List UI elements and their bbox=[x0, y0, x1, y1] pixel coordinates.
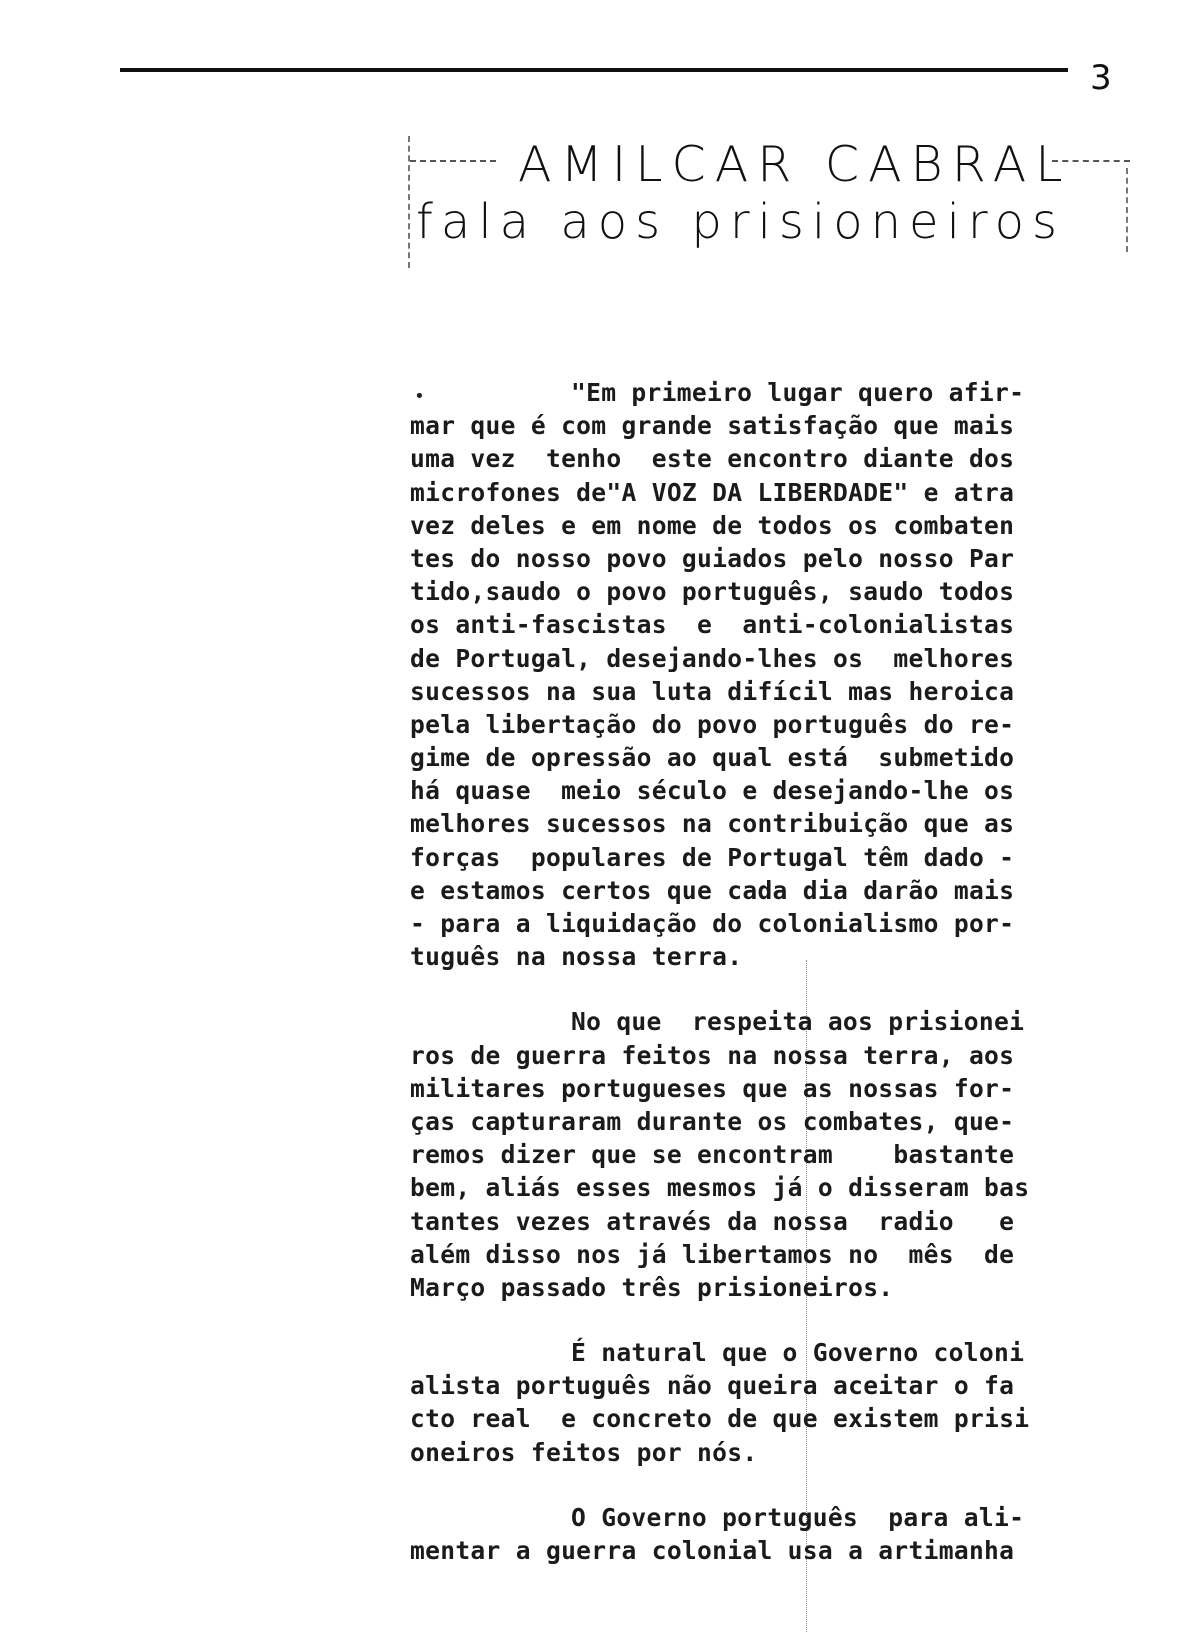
headline-bracket-right bbox=[1126, 168, 1128, 252]
text-line: bem, aliás esses mesmos já o disseram bas bbox=[410, 1173, 1030, 1203]
text-line: vez deles e em nome de todos os combaten bbox=[410, 510, 1015, 540]
paragraph-4 bbox=[410, 1501, 1048, 1567]
text-line: militares portugueses que as nossas for- bbox=[410, 1073, 1015, 1103]
text-line: remos dizer que se encontram bastante bbox=[410, 1140, 1015, 1170]
text-line: melhores sucessos na contribuição que as bbox=[410, 809, 1015, 839]
text-line: há quase meio século e desejando-lhe os bbox=[410, 776, 1015, 806]
text-line: pela libertação do povo português do re- bbox=[410, 709, 1015, 739]
text-line: É natural que o Governo coloni bbox=[571, 1338, 1025, 1368]
paragraph-1 bbox=[410, 376, 1048, 973]
top-rule bbox=[120, 68, 1068, 72]
text-line: além disso nos já libertamos no mês de bbox=[410, 1239, 1015, 1269]
text-line: mar que é com grande satisfação que mais bbox=[410, 411, 1015, 441]
text-line: sucessos na sua luta difícil mas heroica bbox=[410, 676, 1015, 706]
text-line: alista português não queira aceitar o fa bbox=[410, 1371, 1015, 1401]
text-line: gime de opressão ao qual está submetido bbox=[410, 743, 1015, 773]
text-line: mentar a guerra colonial usa a artimanha bbox=[410, 1536, 1015, 1565]
paragraph-3 bbox=[410, 1336, 1048, 1469]
text-line: os anti-fascistas e anti-colonialistas bbox=[410, 610, 1015, 640]
text-line: oneiros feitos por nós. bbox=[410, 1437, 758, 1467]
paragraph-2 bbox=[410, 1005, 1048, 1304]
text-line: Março passado três prisioneiros. bbox=[410, 1272, 894, 1302]
text-line: uma vez tenho este encontro diante dos bbox=[410, 444, 1015, 474]
headline-subtitle: fala aos prisioneiros bbox=[416, 194, 1065, 250]
text-line: No que respeita aos prisionei bbox=[571, 1007, 1025, 1037]
text-line: "Em primeiro lugar quero afir- bbox=[571, 378, 1025, 407]
text-line: tantes vezes através da nossa radio e bbox=[410, 1206, 1015, 1236]
article-body bbox=[410, 376, 1048, 1599]
text-line: de Portugal, desejando-lhes os melhores bbox=[410, 643, 1015, 673]
text-line: O Governo português para ali- bbox=[571, 1502, 1025, 1532]
page-number: 3 bbox=[1090, 58, 1112, 98]
text-line: e estamos certos que cada dia darão mais bbox=[410, 875, 1015, 905]
text-line: microfones de"A VOZ DA LIBERDADE" e atra bbox=[410, 477, 1015, 507]
text-line: tes do nosso povo guiados pelo nosso Par bbox=[410, 543, 1015, 573]
text-line: ças capturaram durante os combates, que- bbox=[410, 1106, 1015, 1136]
text-line: tido,saudo o povo português, saudo todos bbox=[410, 577, 1015, 607]
headline-dash-right bbox=[1052, 160, 1130, 162]
text-line: - para a liquidação do colonialismo por- bbox=[410, 909, 1015, 938]
headline-dash-left bbox=[410, 160, 496, 162]
text-line: tuguês na nossa terra. bbox=[410, 942, 743, 972]
headline-box bbox=[408, 136, 1140, 268]
headline-title: AMILCAR CABRAL bbox=[518, 136, 1072, 193]
text-line: forças populares de Portugal têm dado - bbox=[410, 842, 1015, 872]
text-line: cto real e concreto de que existem prisi bbox=[410, 1404, 1030, 1434]
text-line: ros de guerra feitos na nossa terra, aos bbox=[410, 1040, 1015, 1070]
margin-dot: • bbox=[414, 386, 425, 407]
